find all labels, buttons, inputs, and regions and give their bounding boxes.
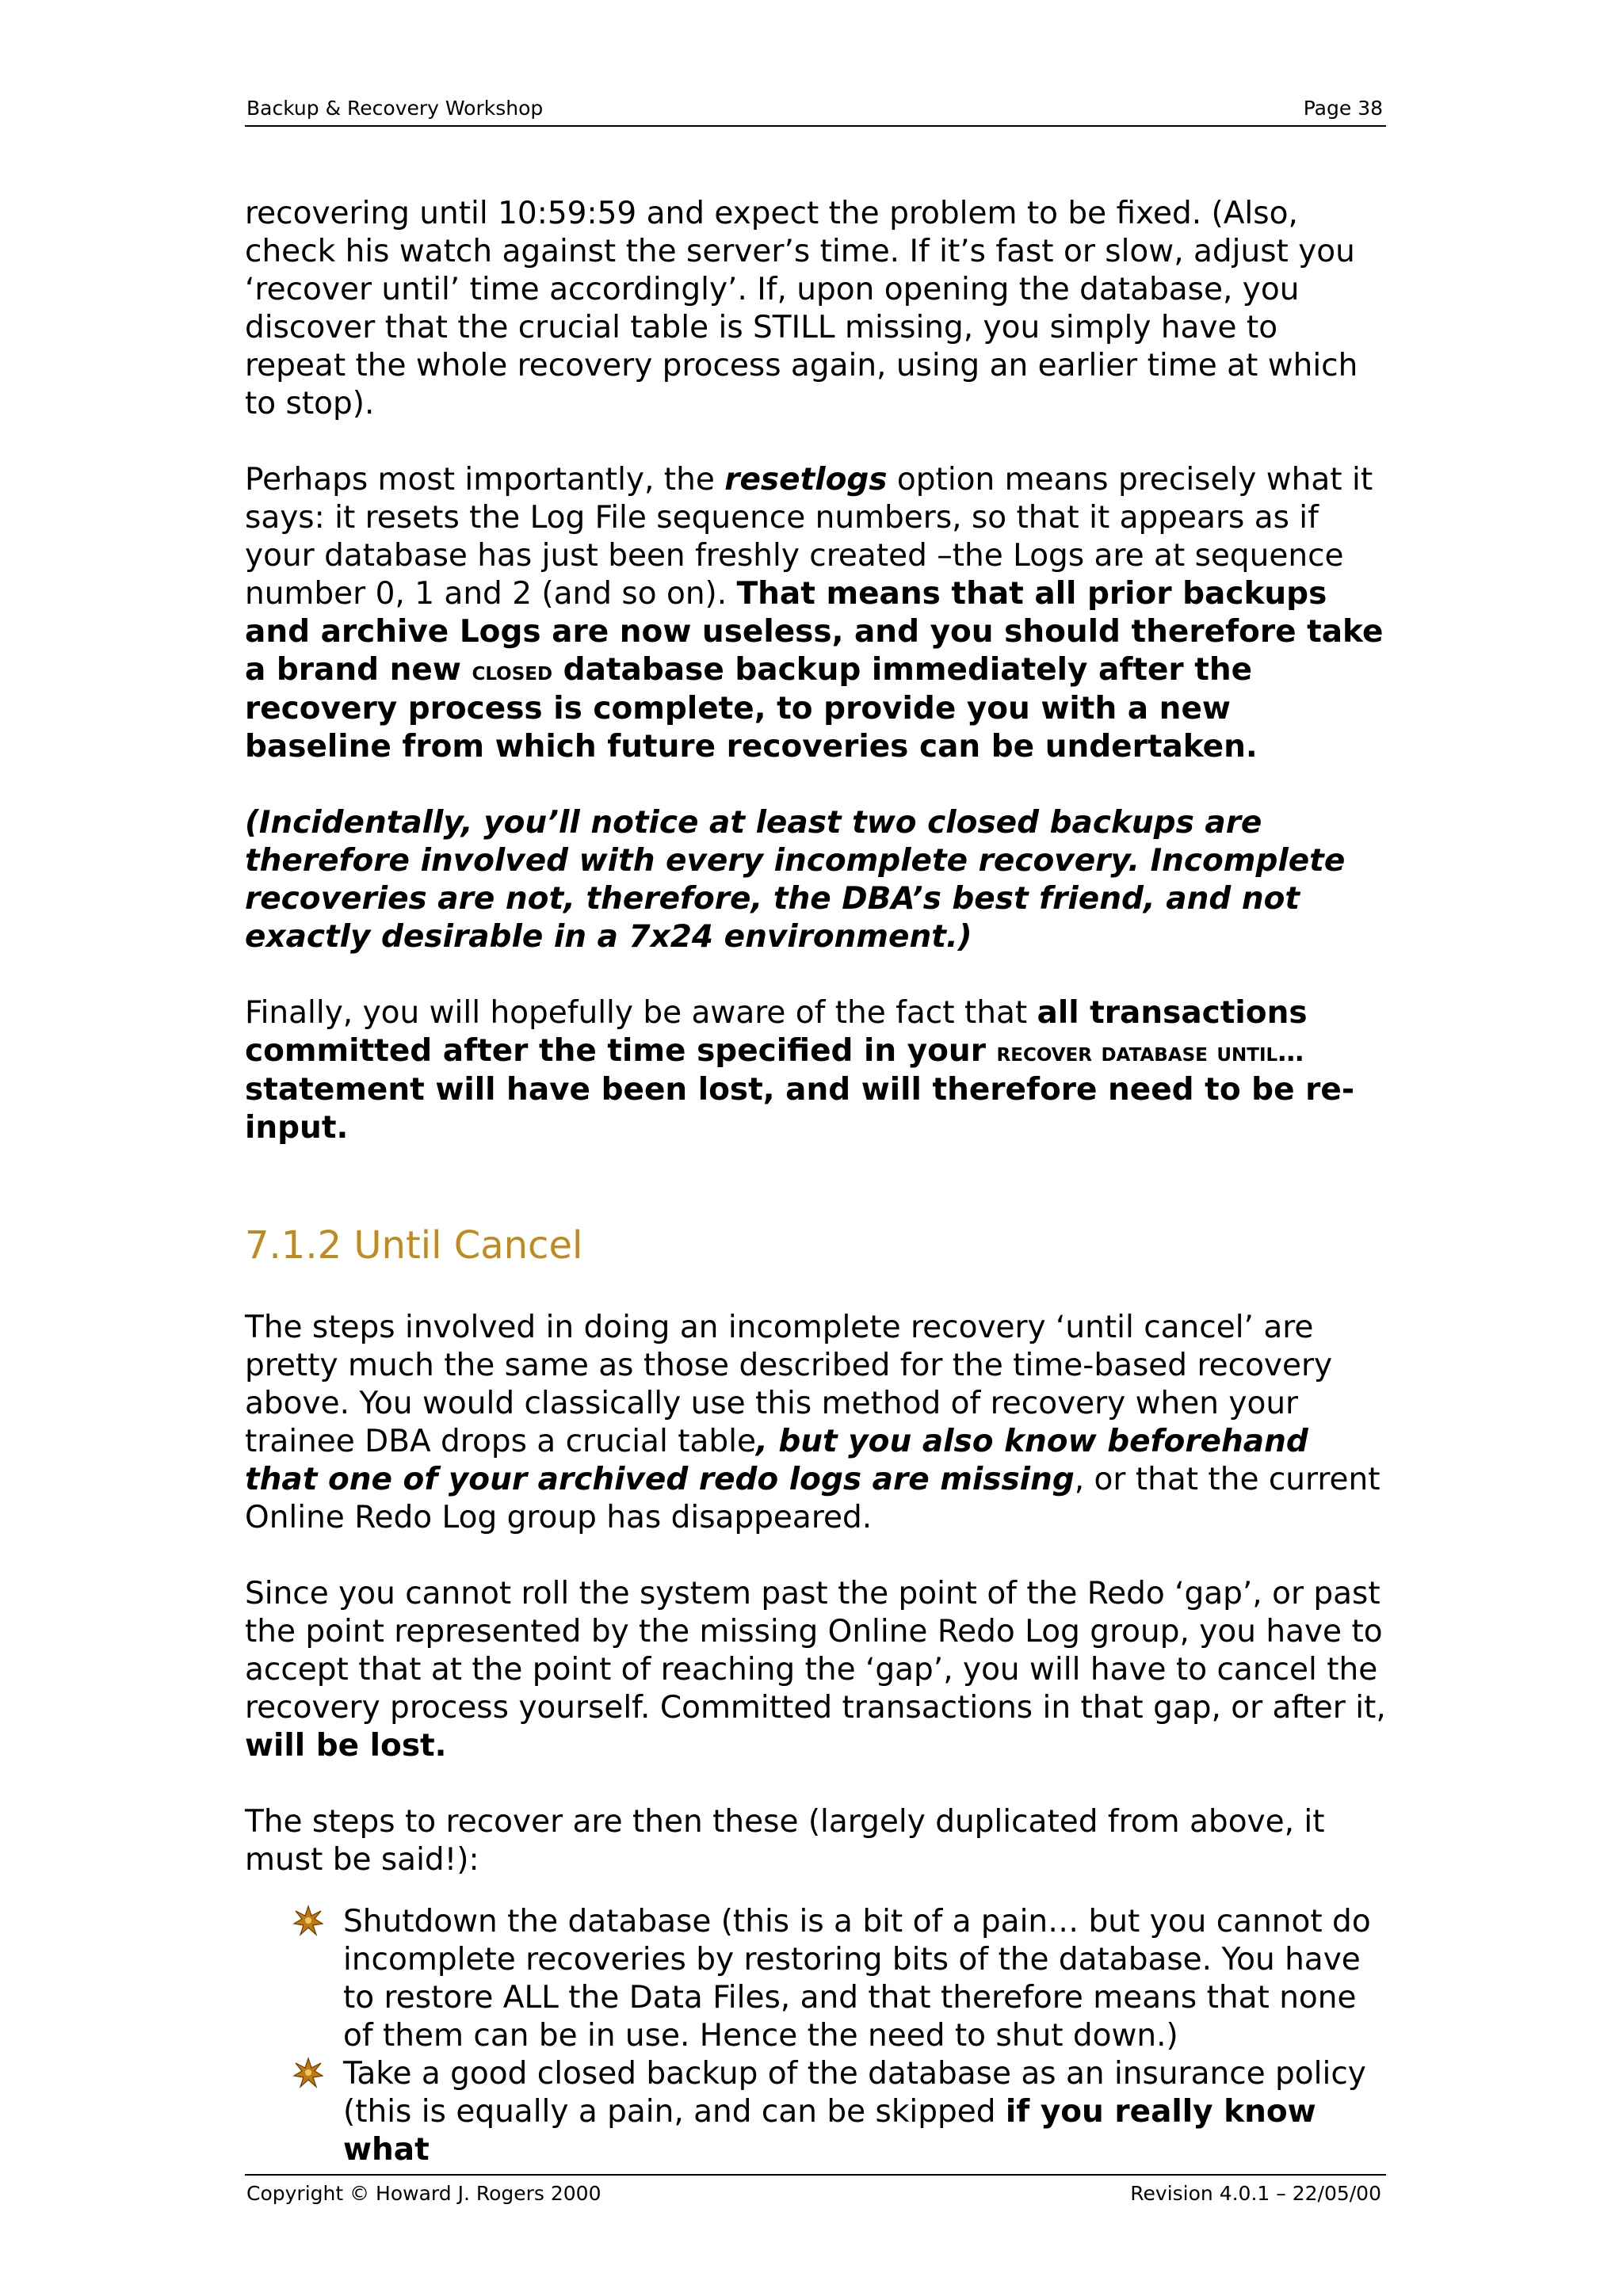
page-number: Page 38 — [1303, 97, 1383, 120]
p2-bold-d: That means that all prior backups and archive Logs are now useless, and you should therefore take a brand new — [245, 576, 1384, 688]
p5-emphasis: , but you also know beforehand that one of your archived redo logs are missing — [245, 1424, 1308, 1497]
list-item — [343, 1903, 1386, 2055]
closed-term: closed — [472, 655, 553, 686]
header-title: Backup & Recovery Workshop — [246, 97, 544, 120]
bullet-2-text: Take a good closed backup of the database as an insurance policy (this is equally a pain, and can be skipped — [343, 2056, 1366, 2130]
paragraph-3 — [245, 804, 1386, 956]
page-header — [245, 93, 1386, 127]
p2-text-c: option means precisely what it says: it resets the Log File sequence numbers, so that it appears as if your database has just been freshly created –the Logs are at sequence number 0, 1 and 2 (and so on). — [245, 462, 1373, 612]
starburst-icon — [292, 1905, 324, 1936]
incidental-note: (Incidentally, you’ll notice at least two closed backups are therefore involved with every incomplete recovery. Incomplete recoveries are not, therefore, the DBA’s best friend, and not exactly desirable in a 7x24 environment.) — [245, 805, 1346, 955]
p6-bold-b: will be lost. — [245, 1728, 447, 1764]
steps-list — [245, 1903, 1386, 2169]
resetlogs-term: resetlogs — [724, 462, 888, 498]
p2-bold-f: database backup immediately after the recovery process is complete, to provide you with a new baseline from which future recoveries can be undertaken. — [245, 652, 1258, 765]
bullet-1-text: Shutdown the database (this is a bit of a pain… but you cannot do incomplete recoveries by restoring bits of the database. You have to restore ALL the Data Files, and that therefore means that none of them can be in use. Hence the need to shut down.) — [343, 1904, 1371, 2054]
p5-text-c: , or that the current Online Redo Log group has disappeared. — [245, 1462, 1381, 1535]
paragraph-5 — [245, 1309, 1386, 1537]
p6-text-a: Since you cannot roll the system past the point of the Redo ‘gap’, or past the point represented by the missing Online Redo Log group, you have to accept that at the point of reaching the ‘gap’, you will have to cancel the recovery process yourself. Committed transactions in that gap, or after it, — [245, 1576, 1386, 1726]
revision-text: Revision 4.0.1 – 22/05/00 — [1130, 2182, 1381, 2205]
paragraph-2 — [245, 461, 1386, 766]
list-item — [343, 2055, 1386, 2169]
paragraph-1: recovering until 10:59:59 and expect the problem to be fixed. (Also, check his watch against the server’s time. If it’s fast or slow, adjust you ‘recover until’ time accordingly’. If, upon opening the database, you discover that the crucial table is STILL missing, you simply have to repeat the whole recovery process again, using an earlier time at which to stop). — [245, 196, 1358, 421]
p4-bold-d: statement will have been lost, and will therefore need to be re-input. — [245, 1072, 1355, 1146]
bullet-2-bold: if you really know what — [343, 2094, 1316, 2168]
paragraph-4 — [245, 994, 1386, 1147]
recover-command: recover database until… — [996, 1036, 1304, 1067]
paragraph-7: The steps to recover are then these (largely duplicated from above, it must be said!): — [245, 1804, 1325, 1878]
page-footer — [245, 2174, 1386, 2205]
p2-text-a: Perhaps most importantly, the — [245, 462, 725, 498]
p4-text-a: Finally, you will hopefully be aware of the fact that — [245, 995, 1037, 1031]
section-heading: 7.1.2 Until Cancel — [245, 1223, 583, 1268]
p4-bold-b: all transactions committed after the time specified in your — [245, 995, 1308, 1069]
paragraph-6 — [245, 1575, 1386, 1765]
page-content — [245, 195, 1386, 2169]
starburst-icon — [292, 2057, 324, 2088]
copyright-text: Copyright © Howard J. Rogers 2000 — [246, 2182, 601, 2205]
p5-text-a: The steps involved in doing an incomplete recovery ‘until cancel’ are pretty much the same as those described for the time-based recovery above. You would classically use this method of recovery when your trainee DBA drops a crucial table — [245, 1310, 1333, 1459]
